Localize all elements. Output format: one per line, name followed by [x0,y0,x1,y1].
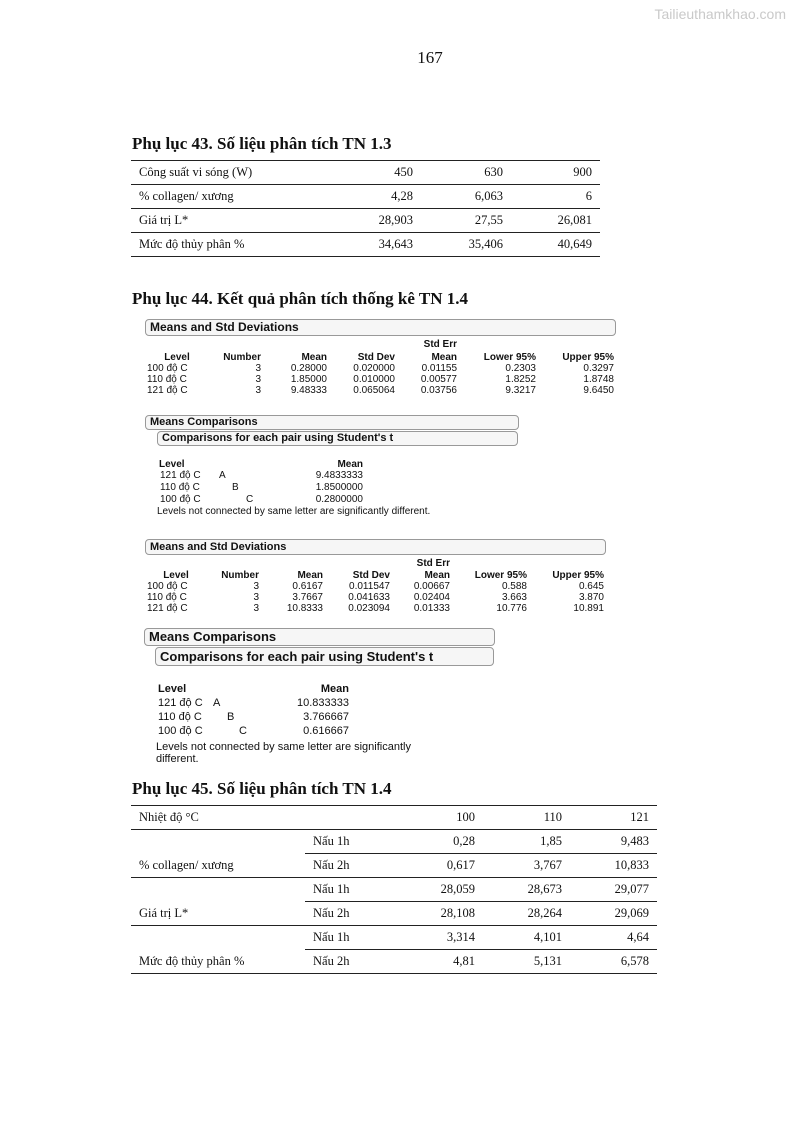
cell-value: 27,55 [421,209,511,233]
sub-label: Nấu 1h [305,926,395,950]
group-label: % collagen/ xương [139,857,234,872]
cell-value: 5,131 [483,950,570,974]
cell-value: 4,101 [483,926,570,950]
means-std-header-2: Means and Std Deviations [145,539,606,555]
comparisons-subheader-1: Comparisons for each pair using Student's t [157,431,518,446]
cell-value: 10.776 [496,603,527,614]
row-label: Giá trị L* [131,209,331,233]
column-header: Mean [431,352,457,363]
mc-level-label-2: Level [158,683,187,695]
sub-label: Nấu 2h [305,902,395,926]
row-label: Công suất vi sóng (W) [131,161,331,185]
row-label: Mức độ thủy phân % [131,233,331,257]
section-45-title: Phụ lục 45. Số liệu phân tích TN 1.4 [132,779,392,798]
column-header: Std Dev [352,570,390,581]
table-row [131,830,657,854]
table-row [131,233,600,257]
group-label: Giá trị L* [139,905,189,920]
column-header: Lower 95% [474,570,527,581]
sub-label: Nấu 1h [305,878,395,902]
column-header: Upper 95% [552,570,604,581]
cell-value: 28,108 [395,902,483,926]
comparison-level: 100 độ C [160,494,201,505]
comparison-level: 110 độ C [158,711,202,723]
table-row [131,926,657,950]
cell-value: 0.065064 [353,385,395,396]
table-row [131,161,600,185]
section-44-title: Phụ lục 44. Kết quả phân tích thống kê TN 1.4 [132,289,468,308]
cell-value: 121 độ C [147,385,188,396]
cell-value: 3,314 [395,926,483,950]
mc-mean-label-1: Mean [337,459,363,470]
group-label [131,878,305,902]
means-comparisons-header-1: Means Comparisons [145,415,519,430]
table-row [131,854,657,878]
connecting-letter: B [232,482,239,493]
cell-value: 0.02404 [413,592,450,603]
group-label [131,926,305,950]
table-row [131,185,600,209]
note-2: Levels not connected by same letter are significantly different. [156,741,411,765]
column-header: Level [163,570,189,581]
table-row [131,878,657,902]
cell-value: 0.00667 [413,581,450,592]
cell-value: 3 [255,385,261,396]
cell-value: 110 độ C [147,374,187,385]
table-row [131,209,600,233]
table-row [147,581,604,592]
cell-value: 0.023094 [348,603,390,614]
cell-value: 10.8333 [286,603,323,614]
table-row [147,385,614,396]
comparison-mean: 0.616667 [303,725,349,737]
comparison-mean: 3.766667 [303,711,349,723]
cell-value: 0.010000 [353,374,395,385]
cell-value: 4,81 [395,950,483,974]
stderr-label-1: Std Err [423,339,457,350]
comparison-mean: 0.2800000 [315,494,363,505]
cell-value: 0.588 [501,581,527,592]
cell-value: 3,767 [483,854,570,878]
comparisons-subheader-2: Comparisons for each pair using Student's t [155,647,494,666]
means-comparisons-header-2: Means Comparisons [144,628,495,646]
means-std-header-1: Means and Std Deviations [145,319,616,336]
cell-value: 1.85000 [290,374,327,385]
cell-value: 9.48333 [290,385,327,396]
sub-label: Nấu 1h [305,830,395,854]
cell-value: 9.3217 [505,385,536,396]
comparison-level: 110 độ C [160,482,200,493]
cell-value: 3 [253,581,259,592]
comparison-level: 100 độ C [158,725,203,737]
cell-value: 40,649 [511,233,600,257]
column-header: Lower 95% [483,352,536,363]
mc-level-label-1: Level [159,459,185,470]
column-header: Mean [297,570,323,581]
cell-value: 9,483 [570,830,657,854]
group-label [131,830,305,854]
mc-mean-label-2: Mean [320,683,349,695]
table-row [131,902,657,926]
cell-value: 29,069 [570,902,657,926]
cell-value: 28,673 [483,878,570,902]
comparison-mean: 1.8500000 [315,482,363,493]
header-value: 100 [395,806,483,830]
cell-value: 0.020000 [353,363,395,374]
cell-value: 0.041633 [348,592,390,603]
cell-value: 1.8748 [583,374,614,385]
page-number: 167 [417,48,443,67]
cell-value: 6,578 [570,950,657,974]
column-header: Upper 95% [562,352,614,363]
cell-value: 29,077 [570,878,657,902]
cell-value: 28,059 [395,878,483,902]
table-43 [131,160,600,257]
cell-value: 0.011547 [349,581,390,592]
connecting-letter: A [213,697,221,709]
cell-value: 3 [253,603,259,614]
table-header-row [131,806,657,830]
group-label: Mức độ thủy phân % [131,950,305,974]
note-1: Levels not connected by same letter are significantly different. [157,506,431,517]
connecting-letter: C [246,494,254,505]
cell-value: 0,28 [395,830,483,854]
table-row [147,363,614,374]
cell-value: 900 [511,161,600,185]
cell-value: 0.01155 [421,363,457,374]
cell-value: 0.03756 [420,385,457,396]
connecting-letter: A [219,470,226,481]
cell-value: 28,264 [483,902,570,926]
cell-value: 0.2303 [505,363,536,374]
sub-label: Nấu 2h [305,854,395,878]
connecting-letter: C [239,725,247,737]
column-header: Std Dev [357,352,395,363]
cell-value: 630 [421,161,511,185]
cell-value: 10,833 [570,854,657,878]
cell-value: 26,081 [511,209,600,233]
column-header: Mean [424,570,450,581]
comparison-mean: 9.4833333 [315,470,363,481]
header-label: Nhiệt độ °C [131,806,395,830]
connecting-letter: B [227,711,235,723]
cell-value: 0.645 [578,581,604,592]
cell-value: 121 độ C [147,603,188,614]
cell-value: 4,28 [331,185,421,209]
cell-value: 34,643 [331,233,421,257]
stderr-label-2: Std Err [416,558,450,569]
row-label: % collagen/ xương [131,185,331,209]
table-row [131,950,657,974]
cell-value: 1,85 [483,830,570,854]
table-45 [131,805,657,974]
cell-value: 3 [255,374,261,385]
cell-value: 0.6167 [292,581,323,592]
cell-value: 0.3297 [583,363,614,374]
cell-value: 6 [511,185,600,209]
comparison-mean: 10.833333 [297,697,349,709]
cell-value: 0,617 [395,854,483,878]
cell-value: 0.01333 [413,603,450,614]
cell-value: 3 [253,592,259,603]
cell-value: 100 độ C [147,363,188,374]
comparison-level: 121 độ C [160,470,201,481]
comparison-level: 121 độ C [158,697,203,709]
cell-value: 1.8252 [505,374,536,385]
cell-value: 450 [331,161,421,185]
column-header: Number [221,570,259,581]
section-43-title: Phụ lục 43. Số liệu phân tích TN 1.3 [132,134,392,153]
table-row [147,603,604,614]
column-header: Number [223,352,261,363]
sub-label: Nấu 2h [305,950,395,974]
cell-value: 3.663 [501,592,527,603]
column-header: Level [164,352,190,363]
cell-value: 0.28000 [290,363,327,374]
watermark: Tailieuthamkhao.com [654,6,786,22]
means-std-table-2 [147,570,604,614]
table-row [147,374,614,385]
cell-value: 10.891 [573,603,604,614]
cell-value: 35,406 [421,233,511,257]
means-std-table-1 [147,352,614,396]
cell-value: 4,64 [570,926,657,950]
cell-value: 9.6450 [583,385,614,396]
header-value: 121 [570,806,657,830]
column-header: Mean [301,352,327,363]
cell-value: 3.870 [578,592,604,603]
cell-value: 28,903 [331,209,421,233]
cell-value: 0.00577 [420,374,457,385]
cell-value: 3.7667 [292,592,323,603]
header-value: 110 [483,806,570,830]
cell-value: 6,063 [421,185,511,209]
table-row [147,592,604,603]
cell-value: 100 độ C [147,581,188,592]
cell-value: 3 [255,363,261,374]
cell-value: 110 độ C [147,592,187,603]
